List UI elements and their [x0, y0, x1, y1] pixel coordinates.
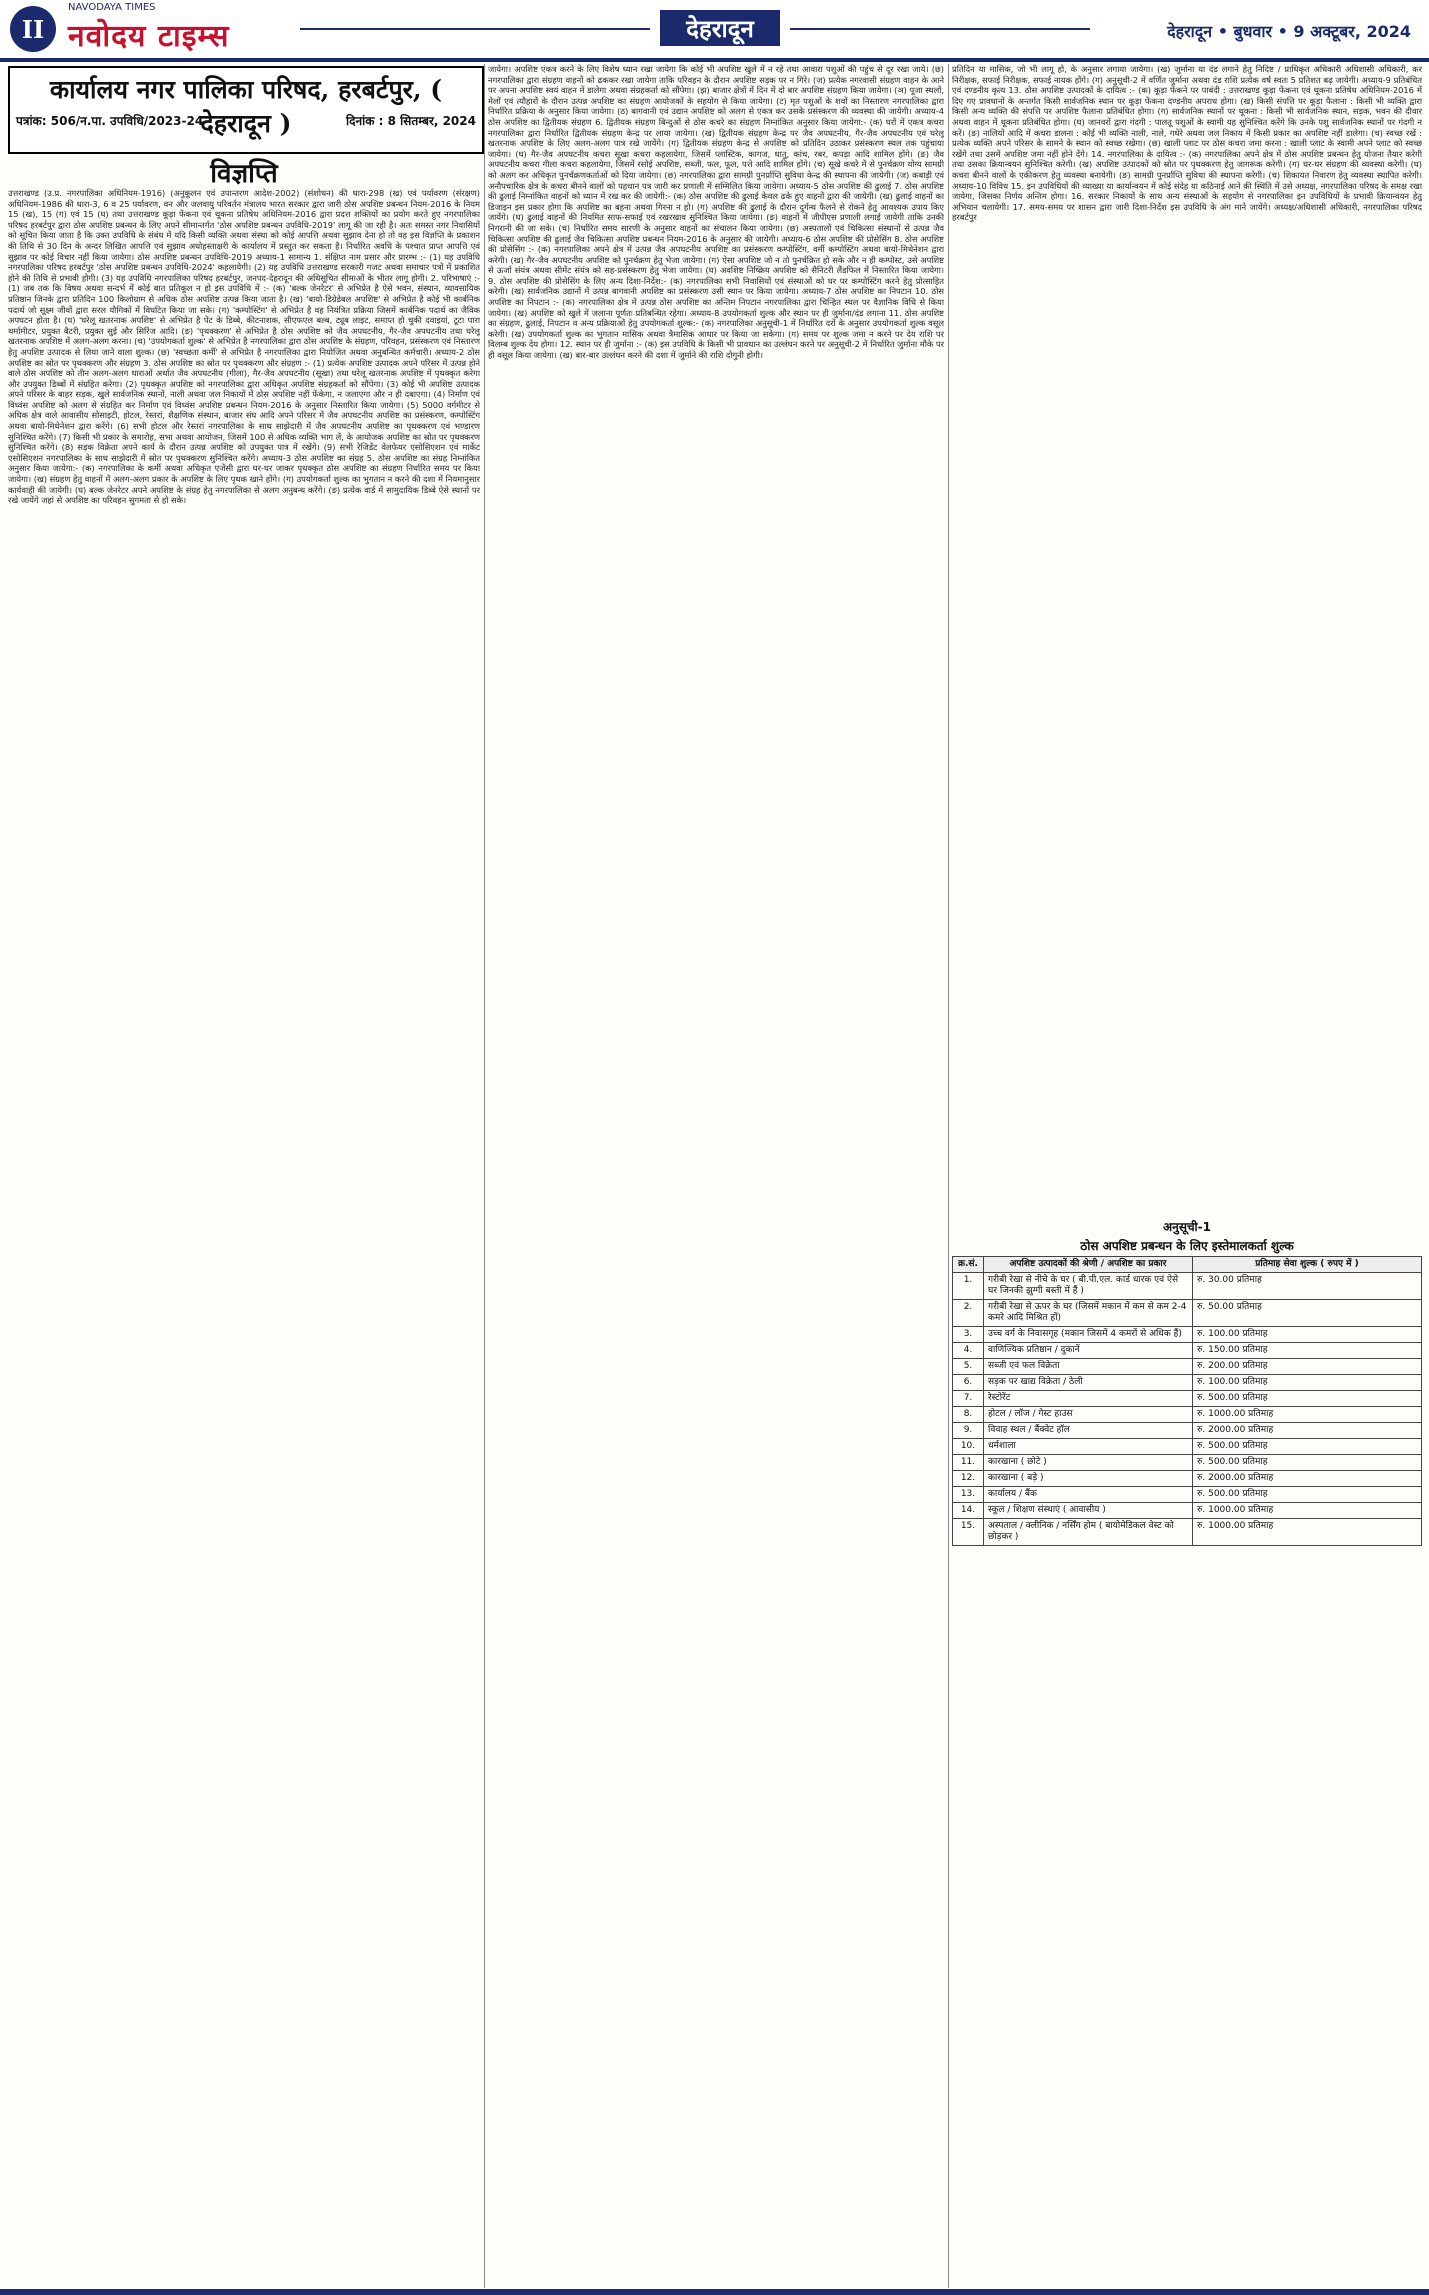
table-cell: 11.	[953, 1455, 984, 1471]
fee-table-body	[953, 1273, 1422, 1546]
table-cell: विवाह स्थल / बैंक्वेट हॉल	[984, 1423, 1193, 1439]
table-cell: अस्पताल / क्लीनिक / नर्सिंग होम ( बायोमेडिकल वेस्ट को छोड़कर )	[984, 1519, 1193, 1546]
table-cell: 8.	[953, 1407, 984, 1423]
table-cell: 6.	[953, 1375, 984, 1391]
table-cell: 13.	[953, 1487, 984, 1503]
table-cell: स्कूल / शिक्षण संस्थाएं ( आवासीय )	[984, 1503, 1193, 1519]
paper-name: नवोदय टाइम्स	[68, 19, 230, 54]
header-rule-left	[300, 28, 650, 30]
table-cell: 12.	[953, 1471, 984, 1487]
column-divider	[948, 64, 949, 2288]
schedule-title: अनुसूची-1	[1163, 1220, 1211, 1234]
header-category: अपशिष्ट उत्पादकों की श्रेणी / अपशिष्ट का प्रकार	[984, 1257, 1193, 1273]
table-row	[953, 1375, 1422, 1391]
table-row	[953, 1503, 1422, 1519]
table-row	[953, 1327, 1422, 1343]
table-cell: रु. 100.00 प्रतिमाह	[1193, 1327, 1422, 1343]
text-column-1: उत्तराखण्ड (उ.प्र. नगरपालिका अधिनियम-1916) (अनुकूलन एवं उपान्तरण आदेश-2002) (संशोधन) की धारा-298 (ख) एवं पर्यावरण (संरक्षण) अधिनियम-1986 की धारा-3, 6 व 25 पर्यावरण, वन और जलवायु परिवर्तन मंत्रालय भारत सरकार द्वारा जारी ठोस अपशिष्ट प्रबन्धन नियम-2016 के नियम 15 (ख), 15 (ग) एवं 15 (घ) तथा उत्तराखण्ड कूड़ा फेंकना एवं थूकना प्रतिषेध अधिनियम-2016 द्वारा प्रदत्त शक्तियों का प्रयोग करते हुए नगरपालिका परिषद हरबर्टपुर द्वारा ठोस अपशिष्ट प्रबन्धन के लिए अपने सीमान्तर्गत 'ठोस अपशिष्ट प्रबन्धन उपविधि-2019' लागू की जा रही है। अतः समस्त नगर निवासियों को सूचित किया जाता है कि उक्त उपविधि के संबंध में यदि किसी व्यक्ति अथवा संस्था को कोई आपत्ति अथवा सुझाव देना हो तो वह इस विज्ञप्ति के प्रकाशन की तिथि से 30 दिन के अन्दर लिखित आपत्ति एवं सुझाव अधोहस्ताक्षरी के कार्यालय में प्रस्तुत कर सकता है। निर्धारित अवधि के पश्चात प्राप्त आपत्ति एवं सुझाव पर कोई विचार नहीं किया जायेगा। ठोस अपशिष्ट प्रबन्धन उपविधि-2019 अध्याय-1 सामान्य 1. संक्षिप्त नाम प्रसार और प्रारम्भ :- (1) यह उपविधि नगरपालिका परिषद हरबर्टपुर 'ठोस अपशिष्ट प्रबन्धन उपविधि-2024' कहलायेगी। (2) यह उपविधि उत्तराखण्ड सरकारी गजट अथवा समाचार पत्रों में प्रकाशित होने की तिथि से प्रभावी होगी। (3) यह उपविधि नगरपालिका परिषद हरबर्टपुर, जनपद-देहरादून की अधिसूचित सीमाओं के भीतर लागू होगी। 2. परिभाषाएं :- (1) जब तक कि विषय अथवा सन्दर्भ में कोई बात प्रतिकूल न हो इस उपविधि में :- (क) 'बल्क जेनरेटर' से अभिप्रेत है ऐसे भवन, संस्थान, व्यावसायिक प्रतिष्ठान जिनके द्वारा प्रतिदिन 100 किलोग्राम से अधिक ठोस अपशिष्ट उत्पन्न किया जाता है। (ख) 'बायो-डिग्रेडेबल अपशिष्ट' से अभिप्रेत है कोई भी कार्बनिक पदार्थ जो सूक्ष्म जीवों द्वारा सरल यौगिकों में विघटित किया जा सके। (ग) 'कम्पोस्टिंग' से अभिप्रेत है वह नियंत्रित प्रक्रिया जिसमें कार्बनिक पदार्थ का जैविक अपघटन होता है। (घ) 'घरेलू खतरनाक अपशिष्ट' से अभिप्रेत है पेंट के डिब्बे, कीटनाशक, सीएफएल बल्ब, ट्यूब लाइट, समाप्त हो चुकी दवाइयां, टूटा पारा थर्मामीटर, प्रयुक्त बैटरी, प्रयुक्त सुई और सिरिंज आदि। (ङ) 'पृथक्करण' से अभिप्रेत है ठोस अपशिष्ट को जैव अपघटनीय, गैर-जैव अपघटनीय तथा घरेलू खतरनाक अपशिष्ट में अलग-अलग करना। (च) 'उपयोगकर्ता शुल्क' से अभिप्रेत है नगरपालिका द्वारा ठोस अपशिष्ट के संग्रहण, परिवहन, प्रसंस्करण एवं निस्तारण हेतु अपशिष्ट उत्पादक से लिया जाने वाला शुल्क। (छ) 'स्वच्छता कर्मी' से अभिप्रेत है नगरपालिका द्वारा नियोजित अथवा अनुबन्धित कर्मचारी। अध्याय-2 ठोस अपशिष्ट का स्रोत पर पृथक्करण और संग्रहण 3. ठोस अपशिष्ट का स्रोत पर पृथक्करण और संग्रहण :- (1) प्रत्येक अपशिष्ट उत्पादक अपने परिसर में उत्पन्न होने वाले ठोस अपशिष्ट को तीन अलग-अलग धाराओं अर्थात जैव अपघटनीय (गीला), गैर-जैव अपघटनीय (सूखा) तथा घरेलू खतरनाक अपशिष्ट में पृथक्कृत करेगा और उपयुक्त डिब्बों में संग्रहित करेगा। (2) पृथक्कृत अपशिष्ट को नगरपालिका द्वारा अधिकृत अपशिष्ट संग्रहकर्ता को सौंपेगा। (3) कोई भी अपशिष्ट उत्पादक अपने परिसर के बाहर सड़क, खुले सार्वजनिक स्थानों, नाली अथवा जल निकायों में ठोस अपशिष्ट नहीं फेंकेगा, न जलाएगा और न ही दबाएगा। (4) निर्माण एवं विध्वंस अपशिष्ट को अलग से संग्रहित कर निर्माण एवं विध्वंस अपशिष्ट प्रबन्धन नियम-2016 के अनुसार निस्तारित किया जायेगा। (5) 5000 वर्गमीटर से अधिक क्षेत्र वाले आवासीय सोसाइटी, होटल, रेस्तरां, शैक्षणिक संस्थान, बाजार संघ आदि अपने परिसर में जैव अपघटनीय अपशिष्ट का प्रसंस्करण, कम्पोस्टिंग अथवा बायो-मिथेनेशन द्वारा करेंगे। (6) सभी होटल और रेस्तरां नगरपालिका के साथ साझेदारी में जैव अपघटनीय अपशिष्ट का पृथक्करण एवं भण्डारण सुनिश्चित करेंगे। (7) किसी भी प्रकार के समारोह, सभा अथवा आयोजन, जिसमें 100 से अधिक व्यक्ति भाग लें, के आयोजक अपशिष्ट का स्रोत पर पृथक्करण सुनिश्चित करेंगे। (8) सड़क विक्रेता अपने कार्य के दौरान उत्पन्न अपशिष्ट को उपयुक्त पात्र में रखेंगे। (9) सभी रेजिडेंट वेलफेयर एसोसिएशन एवं मार्केट एसोसिएशन नगरपालिका के साथ साझेदारी में स्रोत पर पृथक्करण सुनिश्चित करेंगे। अध्याय-3 ठोस अपशिष्ट का संग्रह 5. ठोस अपशिष्ट का संग्रह निम्नांकित अनुसार किया जायेगा:- (क) नगरपालिका के कर्मी अथवा अधिकृत एजेंसी द्वारा घर-घर जाकर पृथक्कृत ठोस अपशिष्ट का संग्रहण निर्धारित समय पर किया जायेगा। (ख) संग्रहण हेतु वाहनों में अलग-अलग प्रकार के अपशिष्ट के लिए पृथक खाने होंगे। (ग) उपयोगकर्ता शुल्क का भुगतान न करने की दशा में नियमानुसार कार्यवाही की जायेगी। (घ) बल्क जेनरेटर अपने अपशिष्ट के संग्रह हेतु नगरपालिका से अलग अनुबन्ध करेंगे। (ङ) प्रत्येक वार्ड में सामुदायिक डिब्बे ऐसे स्थानों पर रखे जायेंगे जहां से अपशिष्ट का परिवहन सुगमता से हो सके।	[8, 188, 480, 506]
table-cell: रु. 50.00 प्रतिमाह	[1193, 1300, 1422, 1327]
table-row	[953, 1439, 1422, 1455]
office-title: कार्यालय नगर पालिका परिषद, हरबर्टपुर, ( देहरादून )	[49, 75, 443, 138]
paper-name-latin: NAVODAYA TIMES	[68, 2, 156, 13]
table-cell: वाणिज्यिक प्रतिष्ठान / दुकानें	[984, 1343, 1193, 1359]
table-row	[953, 1519, 1422, 1546]
table-cell: उच्च वर्ग के निवासगृह (मकान जिसमें 4 कमरों से अधिक हैं)	[984, 1327, 1193, 1343]
header-fee: प्रतिमाह सेवा शुल्क ( रुपए में )	[1193, 1257, 1422, 1273]
table-cell: रु. 500.00 प्रतिमाह	[1193, 1439, 1422, 1455]
table-row	[953, 1343, 1422, 1359]
table-cell: रु. 1000.00 प्रतिमाह	[1193, 1503, 1422, 1519]
footer-strip	[0, 2289, 1429, 2295]
table-cell: गरीबी रेखा से ऊपर के घर (जिसमें मकान में कम से कम 2-4 कमरे आदि मिश्रित हों)	[984, 1300, 1193, 1327]
dateline: देहरादून • बुधवार • 9 अक्टूबर, 2024	[1167, 22, 1411, 41]
notice-title: विज्ञप्ति	[210, 159, 278, 189]
table-cell: 1.	[953, 1273, 984, 1300]
table-cell: धर्मशाला	[984, 1439, 1193, 1455]
table-header-row	[953, 1257, 1422, 1273]
table-row	[953, 1407, 1422, 1423]
table-row	[953, 1273, 1422, 1300]
reference-line	[16, 112, 476, 129]
table-cell: रु. 2000.00 प्रतिमाह	[1193, 1423, 1422, 1439]
table-cell: सब्जी एवं फल विक्रेता	[984, 1359, 1193, 1375]
table-cell: रु. 150.00 प्रतिमाह	[1193, 1343, 1422, 1359]
table-cell: सड़क पर खाद्य विक्रेता / ठेली	[984, 1375, 1193, 1391]
table-cell: 5.	[953, 1359, 984, 1375]
table-cell: 9.	[953, 1423, 984, 1439]
reference-number: पत्रांक: 506/न.पा. उपविधि/2023-24	[16, 114, 204, 128]
table-row	[953, 1455, 1422, 1471]
table-row	[953, 1423, 1422, 1439]
table-row	[953, 1300, 1422, 1327]
page-number: II	[10, 6, 56, 52]
header-rule-right	[790, 28, 1090, 30]
table-cell: रु. 500.00 प्रतिमाह	[1193, 1487, 1422, 1503]
table-cell: रु. 500.00 प्रतिमाह	[1193, 1455, 1422, 1471]
text-column-2: जायेगा। अपशिष्ट एकत्र करने के लिए विशेष ध्यान रखा जायेगा कि कोई भी अपशिष्ट खुले में न रहे तथा आवारा पशुओं की पहुंच से दूर रखा जाये। (छ) नगरपालिका द्वारा संग्रहण वाहनों को ढककर रखा जायेगा ताकि परिवहन के दौरान अपशिष्ट सड़क पर न गिरे। (ज) प्रत्येक नगरवासी संग्रहण वाहन के आने पर अपना अपशिष्ट स्वयं वाहन में डालेगा अथवा संग्रहकर्ता को सौंपेगा। (झ) बाजार क्षेत्रों में दिन में दो बार अपशिष्ट संग्रहण किया जायेगा। (ञ) पूजा स्थलों, मेलों एवं त्यौहारों के दौरान उत्पन्न अपशिष्ट का संग्रहण आयोजकों के सहयोग से किया जायेगा। (ट) मृत पशुओं के शवों का निस्तारण नगरपालिका द्वारा निर्धारित प्रक्रिया के अनुसार किया जायेगा। (ठ) बागवानी एवं उद्यान अपशिष्ट को अलग से एकत्र कर उसके प्रसंस्करण की व्यवस्था की जायेगी। अध्याय-4 ठोस अपशिष्ट का द्वितीयक संग्रहण 6. द्वितीयक संग्रहण बिन्दुओं से ठोस कचरे का संग्रहण निम्नांकित अनुसार किया जायेगा:- (क) घरों में एकत्र कचरा नगरपालिका द्वारा निर्धारित द्वितीयक संग्रहण केन्द्र पर लाया जायेगा। (ख) द्वितीयक संग्रहण केन्द्र पर जैव अपघटनीय, गैर-जैव अपघटनीय एवं घरेलू खतरनाक अपशिष्ट के लिए अलग-अलग पात्र रखे जायेंगे। (ग) द्वितीयक संग्रहण केन्द्र से अपशिष्ट को प्रतिदिन उठाकर प्रसंस्करण स्थल तक पहुंचाया जायेगा। (घ) गैर-जैव अपघटनीय कचरा सूखा कचरा कहलायेगा, जिसमें प्लास्टिक, कागज, धातु, कांच, रबर, कपड़ा आदि शामिल होंगे। (ङ) जैव अपघटनीय कचरा गीला कचरा कहलायेगा, जिसमें रसोई अपशिष्ट, सब्जी, फल, फूल, पत्ते आदि शामिल होंगे। (च) सूखे कचरे में से पुनर्चक्रण योग्य सामग्री को अलग कर अधिकृत पुनर्चक्रणकर्ताओं को दिया जायेगा। (छ) नगरपालिका द्वारा सामग्री पुनर्प्राप्ति सुविधा केन्द्र की स्थापना की जायेगी। (ज) कबाड़ी एवं अनौपचारिक क्षेत्र के कचरा बीनने वालों को पहचान पत्र जारी कर प्रणाली में सम्मिलित किया जायेगा। अध्याय-5 ठोस अपशिष्ट की ढुलाई 7. ठोस अपशिष्ट की ढुलाई निम्नांकित वाहनों को ध्यान में रख कर की जायेगी:- (क) ठोस अपशिष्ट की ढुलाई केवल ढके हुए वाहनों द्वारा की जायेगी। (ख) ढुलाई वाहनों का डिजाइन इस प्रकार होगा कि अपशिष्ट का बहना अथवा गिरना न हो। (ग) अपशिष्ट की ढुलाई के दौरान दुर्गन्ध फैलने से रोकने हेतु आवश्यक उपाय किए जायेंगे। (घ) ढुलाई वाहनों की नियमित साफ-सफाई एवं रखरखाव सुनिश्चित किया जायेगा। (ङ) वाहनों में जीपीएस प्रणाली लगाई जायेगी ताकि उनकी निगरानी की जा सके। (च) निर्धारित समय सारणी के अनुसार वाहनों का संचालन किया जायेगा। (छ) अस्पतालों एवं चिकित्सा संस्थानों से उत्पन्न जैव चिकित्सा अपशिष्ट की ढुलाई जैव चिकित्सा अपशिष्ट प्रबन्धन नियम-2016 के अनुसार की जायेगी। अध्याय-6 ठोस अपशिष्ट की प्रोसेसिंग 8. ठोस अपशिष्ट की प्रोसेसिंग :- (क) नगरपालिका अपने क्षेत्र में उत्पन्न जैव अपघटनीय अपशिष्ट का प्रसंस्करण कम्पोस्टिंग, वर्मी कम्पोस्टिंग अथवा बायो-मिथेनेशन द्वारा करेगी। (ख) गैर-जैव अपघटनीय अपशिष्ट को पुनर्चक्रण हेतु भेजा जायेगा। (ग) ऐसा अपशिष्ट जो न तो पुनर्चक्रित हो सके और न ही कम्पोस्ट, उसे अपशिष्ट से ऊर्जा संयंत्र अथवा सीमेंट संयंत्र को सह-प्रसंस्करण हेतु भेजा जायेगा। (घ) अवशिष्ट निष्क्रिय अपशिष्ट को सैनिटरी लैंडफिल में निस्तारित किया जायेगा। 9. ठोस अपशिष्ट की प्रोसेसिंग के लिए अन्य दिशा-निर्देश:- (क) नगरपालिका सभी निवासियों एवं संस्थाओं को घर पर कम्पोस्टिंग करने हेतु प्रोत्साहित करेगी। (ख) सार्वजनिक उद्यानों में उत्पन्न बागवानी अपशिष्ट का प्रसंस्करण उसी स्थान पर किया जायेगा। अध्याय-7 ठोस अपशिष्ट का निपटान 10. ठोस अपशिष्ट का निपटान :- (क) नगरपालिका क्षेत्र में उत्पन्न ठोस अपशिष्ट का अन्तिम निपटान नगरपालिका द्वारा चिन्हित स्थल पर वैज्ञानिक विधि से किया जायेगा। (ख) अपशिष्ट को खुले में जलाना पूर्णतः प्रतिबन्धित रहेगा। अध्याय-8 उपयोगकर्ता शुल्क और स्थान पर ही जुर्माना/दंड लगाना 11. ठोस अपशिष्ट का संग्रहण, ढुलाई, निपटान व अन्य प्रक्रियाओं हेतु उपयोगकर्ता शुल्क:- (क) नगरपालिका अनुसूची-1 में निर्धारित दरों के अनुसार उपयोगकर्ता शुल्क वसूल करेगी। (ख) उपयोगकर्ता शुल्क का भुगतान मासिक अथवा त्रैमासिक आधार पर किया जा सकेगा। (ग) समय पर शुल्क जमा न करने पर देय राशि पर विलम्ब शुल्क देय होगा। 12. स्थान पर ही जुर्माना :- (क) इस उपविधि के किसी भी प्रावधान का उल्लंघन करने पर अनुसूची-2 में निर्धारित जुर्माना मौके पर ही वसूल किया जायेगा। (ख) बार-बार उल्लंघन करने की दशा में जुर्माने की राशि दोगुनी होगी।	[488, 64, 944, 361]
table-cell: 3.	[953, 1327, 984, 1343]
table-row	[953, 1391, 1422, 1407]
header-serial: क्र.सं.	[953, 1257, 984, 1273]
notice-header-box	[8, 66, 484, 154]
table-cell: रु. 1000.00 प्रतिमाह	[1193, 1407, 1422, 1423]
table-cell: 7.	[953, 1391, 984, 1407]
table-cell: रु. 30.00 प्रतिमाह	[1193, 1273, 1422, 1300]
table-cell: रु. 100.00 प्रतिमाह	[1193, 1375, 1422, 1391]
table-cell: कारखाना ( छोटे )	[984, 1455, 1193, 1471]
table-cell: 14.	[953, 1503, 984, 1519]
schedule-subtitle: ठोस अपशिष्ट प्रबन्धन के लिए इस्तेमालकर्ता शुल्क	[1080, 1239, 1294, 1253]
table-cell: 2.	[953, 1300, 984, 1327]
reference-date: दिनांक : 8 सितम्बर, 2024	[345, 114, 476, 128]
column-divider	[484, 64, 485, 2288]
table-cell: कार्यालय / बैंक	[984, 1487, 1193, 1503]
table-cell: रु. 500.00 प्रतिमाह	[1193, 1391, 1422, 1407]
fee-table	[952, 1256, 1422, 1546]
city-band: देहरादून	[660, 10, 780, 46]
table-cell: रु. 200.00 प्रतिमाह	[1193, 1359, 1422, 1375]
table-cell: 10.	[953, 1439, 984, 1455]
table-row	[953, 1487, 1422, 1503]
table-cell: रु. 2000.00 प्रतिमाह	[1193, 1471, 1422, 1487]
table-cell: 15.	[953, 1519, 984, 1546]
table-cell: कारखाना ( बड़े )	[984, 1471, 1193, 1487]
table-row	[953, 1359, 1422, 1375]
table-cell: होटल / लॉज / गेस्ट हाउस	[984, 1407, 1193, 1423]
table-cell: 4.	[953, 1343, 984, 1359]
fee-schedule	[952, 1216, 1422, 2288]
table-cell: रेस्टोरेंट	[984, 1391, 1193, 1407]
table-row	[953, 1471, 1422, 1487]
table-cell: गरीबी रेखा से नीचे के घर ( बी.पी.एल. कार्ड धारक एवं ऐसे घर जिनकी झुग्गी बस्ती में हैं )	[984, 1273, 1193, 1300]
masthead	[0, 0, 1429, 62]
table-cell: रु. 1000.00 प्रतिमाह	[1193, 1519, 1422, 1546]
text-column-3: प्रतिदिन या मासिक, जो भी लागू हो, के अनुसार लगाया जायेगा। (ख) जुर्माना या दंड लगाने हेतु निदिष्ट / प्राधिकृत अधिकारी अधिशासी अधिकारी, कर निरीक्षक, सफाई निरीक्षक, सफाई नायक होंगे। (ग) अनुसूची-2 में वर्णित जुर्माना अथवा दंड राशि प्रत्येक वर्ष स्वतः 5 प्रतिशत बढ़ जायेगी। अध्याय-9 प्रतिबंधित एवं दण्डनीय कृत्य 13. ठोस अपशिष्ट उत्पादकों के दायित्व :- (क) कूड़ा फेंकने पर पाबंदी : उत्तराखण्ड कूड़ा फेंकना एवं थूकना प्रतिषेध अधिनियम-2016 में दिए गए प्रावधानों के अन्तर्गत किसी सार्वजनिक स्थान पर कूड़ा फेंकना दण्डनीय अपराध होगा। (ख) किसी संपत्ति पर कूड़ा फैलाना : किसी भी व्यक्ति द्वारा किसी अन्य व्यक्ति की संपत्ति पर अपशिष्ट फैलाना प्रतिबंधित होगा। (ग) सार्वजनिक स्थानों पर थूकना : किसी भी सार्वजनिक स्थान, सड़क, भवन की दीवार अथवा वाहन में थूकना प्रतिबंधित होगा। (घ) जानवरों द्वारा गंदगी : पालतू पशुओं के स्वामी यह सुनिश्चित करेंगे कि उनके पशु सार्वजनिक स्थानों पर गंदगी न करें। (ङ) नालियों आदि में कचरा डालना : कोई भी व्यक्ति नाली, नाले, गधेरे अथवा जल निकाय में किसी प्रकार का अपशिष्ट नहीं डालेगा। (च) स्वच्छ रखें : प्रत्येक व्यक्ति अपने परिसर के सामने के स्थान को स्वच्छ रखेगा। (छ) खाली प्लाट पर ठोस कचरा जमा करना : खाली प्लाट के स्वामी अपने प्लाट को स्वच्छ रखेंगे तथा उसमें अपशिष्ट जमा नहीं होने देंगे। 14. नगरपालिका के दायित्व :- (क) नगरपालिका अपने क्षेत्र में ठोस अपशिष्ट प्रबन्धन हेतु योजना तैयार करेगी तथा उसका क्रियान्वयन सुनिश्चित करेगी। (ख) अपशिष्ट उत्पादकों को स्रोत पर पृथक्करण हेतु जागरूक करेगी। (ग) घर-घर संग्रहण की व्यवस्था करेगी। (घ) कचरा बीनने वालों के एकीकरण हेतु व्यवस्था बनायेगी। (ङ) सामग्री पुनर्प्राप्ति सुविधा की स्थापना करेगी। (च) शिकायत निवारण हेतु व्यवस्था स्थापित करेगी। अध्याय-10 विविध 15. इन उपविधियों की व्याख्या या कार्यान्वयन में कोई संदेह या कठिनाई आने की स्थिति में उसे अध्यक्ष, नगरपालिका परिषद के समक्ष रखा जायेगा, जिसका निर्णय अन्तिम होगा। 16. सरकार निकायों के साथ अन्य संस्थाओं के सहयोग से नगरपालिका इन उपविधियों के प्रभावी क्रियान्वयन हेतु अभियान चलायेगी। 17. समय-समय पर शासन द्वारा जारी दिशा-निर्देश इस उपविधि के अंग माने जायेंगे। अध्यक्ष/अधिशासी अधिकारी, नगरपालिका परिषद हरबर्टपुर	[952, 64, 1422, 223]
